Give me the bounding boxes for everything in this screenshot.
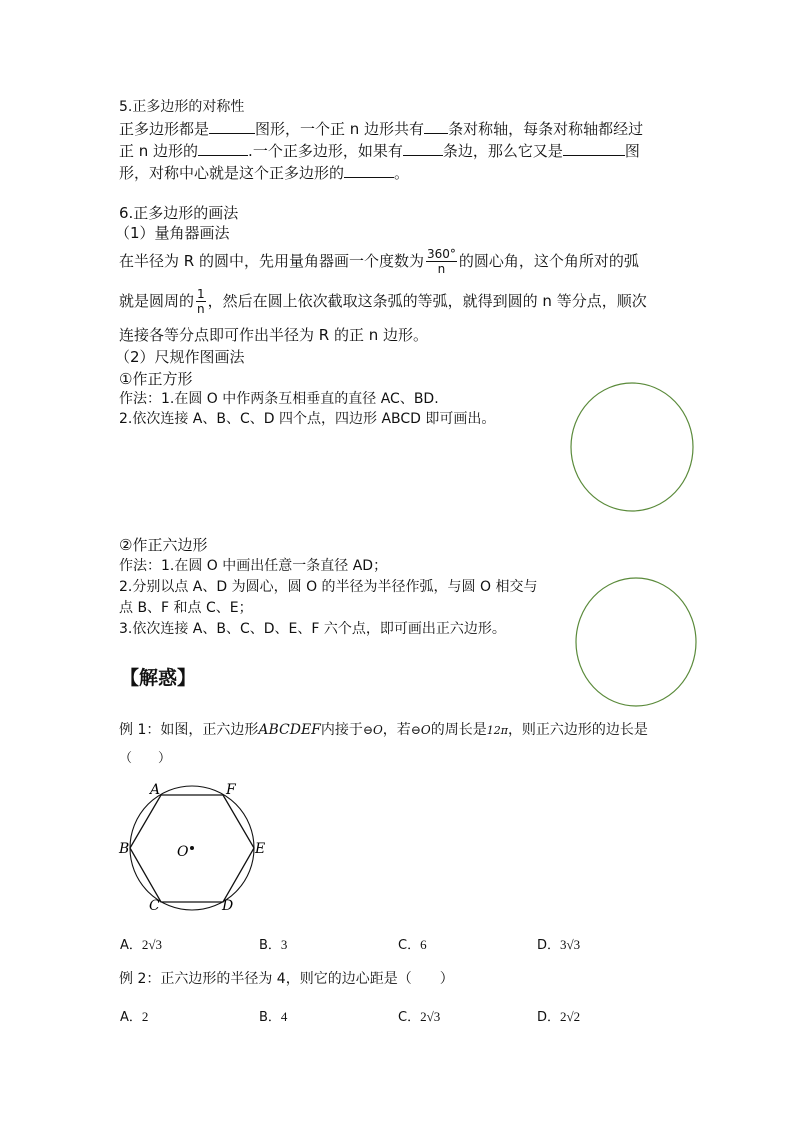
example1-figure [110,778,280,918]
ex2-option-c[interactable] [398,1006,440,1025]
sec6-p3: 连接各等分点即可作出半径为 R 的正 n 边形。 [119,326,429,344]
option-key: B． [259,938,281,953]
square-title: ①作正方形 [119,370,193,388]
ex1-q-e: ，则正六边形的边长是 [507,722,648,738]
vertex-label-E: E [255,841,266,857]
vertex-label-B: B [119,841,130,857]
option-key: C． [398,1010,421,1025]
option-value: 6 [420,937,427,952]
fraction-1-over-n [196,287,206,316]
ex1-q-b: 内接于 [320,722,363,738]
frac2-num: 1 [197,287,205,301]
blank-3[interactable] [198,141,248,156]
example2-question: 例 2：正六边形的半径为 4，则它的边心距是（ ） [119,971,454,987]
sec6-p2b: ，然后在圆上依次截取这条弧的等弧，就得到圆的 n 等分点，顺次 [207,292,647,310]
ex1-q-a: 例 1：如图，正六边形 [119,722,259,738]
sec5-l1b: 图形，一个正 n 边形共有 [255,120,425,138]
sec5-line2 [119,140,640,162]
sec5-l3a: 形，对称中心就是这个正多边形的 [119,164,345,182]
vertex-label-F: F [226,782,236,798]
ex1-circle-sym-2: ⊖O [410,723,431,737]
option-key: A． [120,1010,142,1025]
option-key: C． [398,938,421,953]
ex1-option-a[interactable] [120,934,162,953]
ex1-option-d[interactable] [537,934,580,953]
sec6-p1 [119,246,639,276]
sec5-l1a: 正多边形都是 [119,120,210,138]
sec5-l2c: 条边，那么它又是 [442,142,563,160]
blank-4[interactable] [403,141,443,156]
ex2-option-b[interactable] [259,1006,287,1025]
frac1-num: 360° [426,247,456,261]
frac1-den: n [437,262,446,276]
option-value: 2√2 [560,1009,581,1024]
sec5-l1c: 条对称轴，每条对称轴都经过 [448,120,644,138]
sec6-p1a: 在半径为 R 的圆中，先用量角器画一个度数为 [119,252,424,270]
option-value: 3 [280,937,288,952]
sec6-title: 6.正多边形的画法 [119,204,239,222]
center-point [190,846,194,850]
ex1-value: 12π [486,724,508,737]
blank-6[interactable] [344,163,394,178]
ex2-option-a[interactable] [120,1006,148,1025]
option-key: D． [537,938,561,953]
square-step1: 作法：1.在圆 O 中作两条互相垂直的直径 AC、BD. [119,391,439,407]
option-value: 2√3 [141,937,163,952]
sec5-line3 [119,162,409,184]
section-heading-jiehuo: 【解惑】 [120,667,197,689]
sec5-line1 [119,118,643,140]
ex1-option-b[interactable] [259,934,287,953]
sec6-sub2: （2）尺规作图画法 [115,348,245,366]
ex1-q-c: ，若 [382,722,411,738]
hexagon-step4: 3.依次连接 A、B、C、D、E、F 六个点，即可画出正六边形。 [119,621,506,637]
example1-question [119,719,648,742]
hexagon-title: ②作正六边形 [119,536,208,554]
circle-outline [571,383,693,511]
ex1-answer-paren: （ ） [119,751,172,766]
sec6-sub1: （1）量角器画法 [115,224,230,242]
ex1-option-c[interactable] [398,934,427,953]
ex1-q-d: 的周长是 [430,722,487,738]
sec5-l2b: .一个正多边形，如果有 [248,142,403,160]
option-key: D． [537,1010,561,1025]
option-key: B． [259,1010,281,1025]
option-value: 4 [280,1009,288,1024]
vertex-label-D: D [222,898,234,914]
center-label-O: O [177,844,189,860]
option-value: 2√3 [420,1009,441,1024]
option-value: 3√3 [560,937,581,952]
vertex-label-C: C [149,898,160,914]
vertex-label-A: A [150,782,161,798]
frac2-den: n [197,302,205,316]
hexagon-step2: 2.分别以点 A、D 为圆心，圆 O 的半径为半径作弧，与圆 O 相交与 [119,579,538,595]
sec6-p2a: 就是圆周的 [119,292,195,310]
sec5-l3b: 。 [394,164,410,182]
hexagon-step3: 点 B、F 和点 C、E； [119,600,253,616]
sec5-l2a: 正 n 边形的 [119,142,199,160]
ex1-polygon-name: ABCDEF [258,722,321,738]
sec5-title: 5.正多边形的对称性 [119,99,245,115]
blank-1[interactable] [209,119,255,134]
option-value: 2 [141,1009,149,1024]
option-key: A． [120,938,142,953]
square-step2: 2.依次连接 A、B、C、D 四个点，四边形 ABCD 即可画出。 [119,411,496,427]
hexagon-construction-circle [573,574,703,710]
blank-5[interactable] [563,141,625,156]
fraction-360-over-n [426,247,457,276]
circle-outline [576,578,696,706]
sec6-p2 [119,286,647,316]
ex1-circle-sym-1: ⊖O [362,723,383,737]
square-construction-circle [566,380,698,516]
ex2-option-d[interactable] [537,1006,580,1025]
hexagon-step1: 作法：1.在圆 O 中画出任意一条直径 AD； [119,558,388,574]
sec6-p1b: 的圆心角，这个角所对的弧 [458,252,639,270]
sec5-l2d: 图 [624,142,640,160]
blank-2[interactable] [424,119,448,134]
